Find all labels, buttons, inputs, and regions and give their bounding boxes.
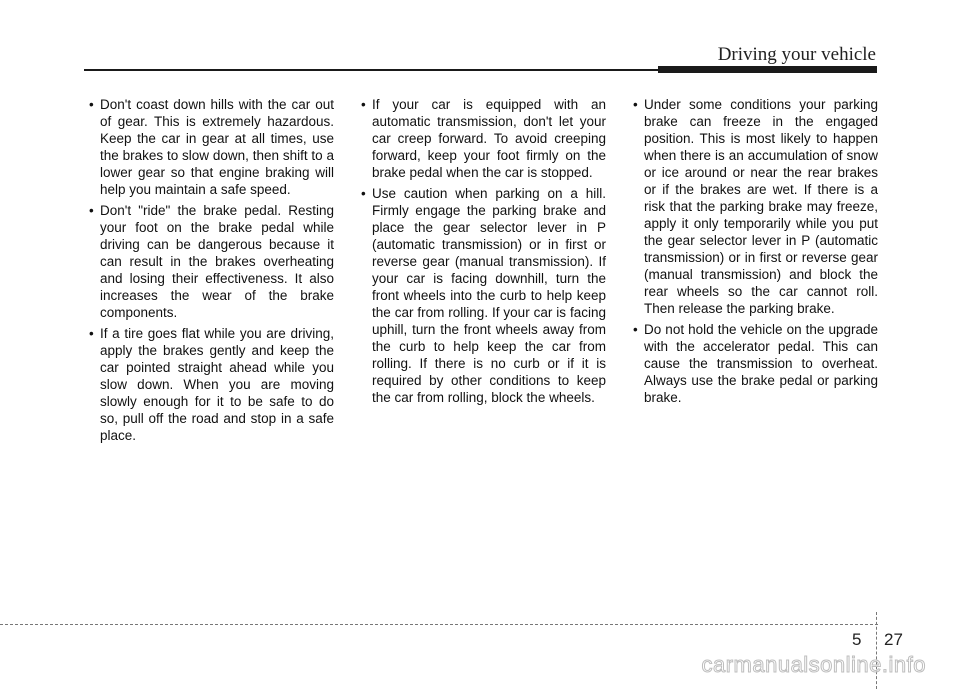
list-item	[356, 185, 606, 406]
list-item-text: Don't "ride" the brake pedal. Resting your foot on the brake pedal while driving can be dangerous because it can result in the brakes overheating and losing their effectiveness. It also increases the wear of the brake components.	[100, 203, 334, 320]
bullet-list	[84, 96, 334, 444]
bullet-list	[628, 96, 878, 406]
list-item	[84, 325, 334, 444]
header-rule	[84, 69, 660, 71]
bullet-icon: •	[89, 326, 94, 341]
bullet-icon: •	[89, 97, 94, 112]
list-item-text: Use caution when parking on a hill. Firmly engage the parking brake and place the gear selector lever in P (automatic transmission) or in first or reverse gear (manual transmission). If your car is facing downhill, turn the front wheels into the curb to help keep the car from rolling. If your car is facing uphill, turn the front wheels away from the curb to help keep the car from rolling. If there is no curb or if it is required by other conditions to keep the car from rolling, block the wheels.	[372, 186, 606, 405]
text-column-3	[628, 96, 878, 410]
list-item	[628, 96, 878, 317]
page-number: 27	[884, 630, 903, 649]
list-item	[628, 321, 878, 406]
bullet-icon: •	[633, 322, 638, 337]
list-item-text: If your car is equipped with an automatic transmission, don't let your car creep forward. To avoid creeping forward, keep your foot firmly on the brake pedal when the car is stopped.	[372, 97, 606, 180]
list-item-text: If a tire goes flat while you are driving, apply the brakes gently and keep the car pointed straight ahead while you slow down. When you are moving slowly enough for it to be safe to do so, pull off the road and stop in a safe place.	[100, 326, 334, 443]
watermark: carmanualsonline.info	[701, 652, 926, 677]
bullet-icon: •	[361, 97, 366, 112]
bullet-icon: •	[89, 203, 94, 218]
list-item	[356, 96, 606, 181]
list-item-text: Do not hold the vehicle on the upgrade with the accelerator pedal. This can cause the transmission to overheat. Always use the brake pedal or parking brake.	[644, 322, 878, 405]
list-item-text: Don't coast down hills with the car out of gear. This is extremely hazardous. Keep the car in gear at all times, use the brakes to slow down, then shift to a lower gear so that engine braking will help you maintain a safe speed.	[100, 97, 334, 197]
footer-rule	[0, 624, 878, 625]
bullet-icon: •	[361, 186, 366, 201]
section-title: Driving your vehicle	[717, 44, 876, 65]
text-column-1	[84, 96, 334, 448]
chapter-number: 5	[852, 630, 862, 649]
list-item	[84, 96, 334, 198]
list-item-text: Under some conditions your parking brake can freeze in the engaged position. This is most likely to happen when there is an accumulation of snow or ice around or near the rear brakes or if the brakes are wet. If there is a risk that the parking brake may freeze, apply it only temporarily while you put the gear selector lever in P (automatic transmission) or in first or reverse gear (manual transmission) and block the rear wheels so the car cannot roll. Then release the parking brake.	[644, 97, 878, 316]
bullet-icon: •	[633, 97, 638, 112]
header-rule-accent	[658, 66, 877, 73]
text-column-2	[356, 96, 606, 410]
list-item	[84, 202, 334, 321]
bullet-list	[356, 96, 606, 406]
